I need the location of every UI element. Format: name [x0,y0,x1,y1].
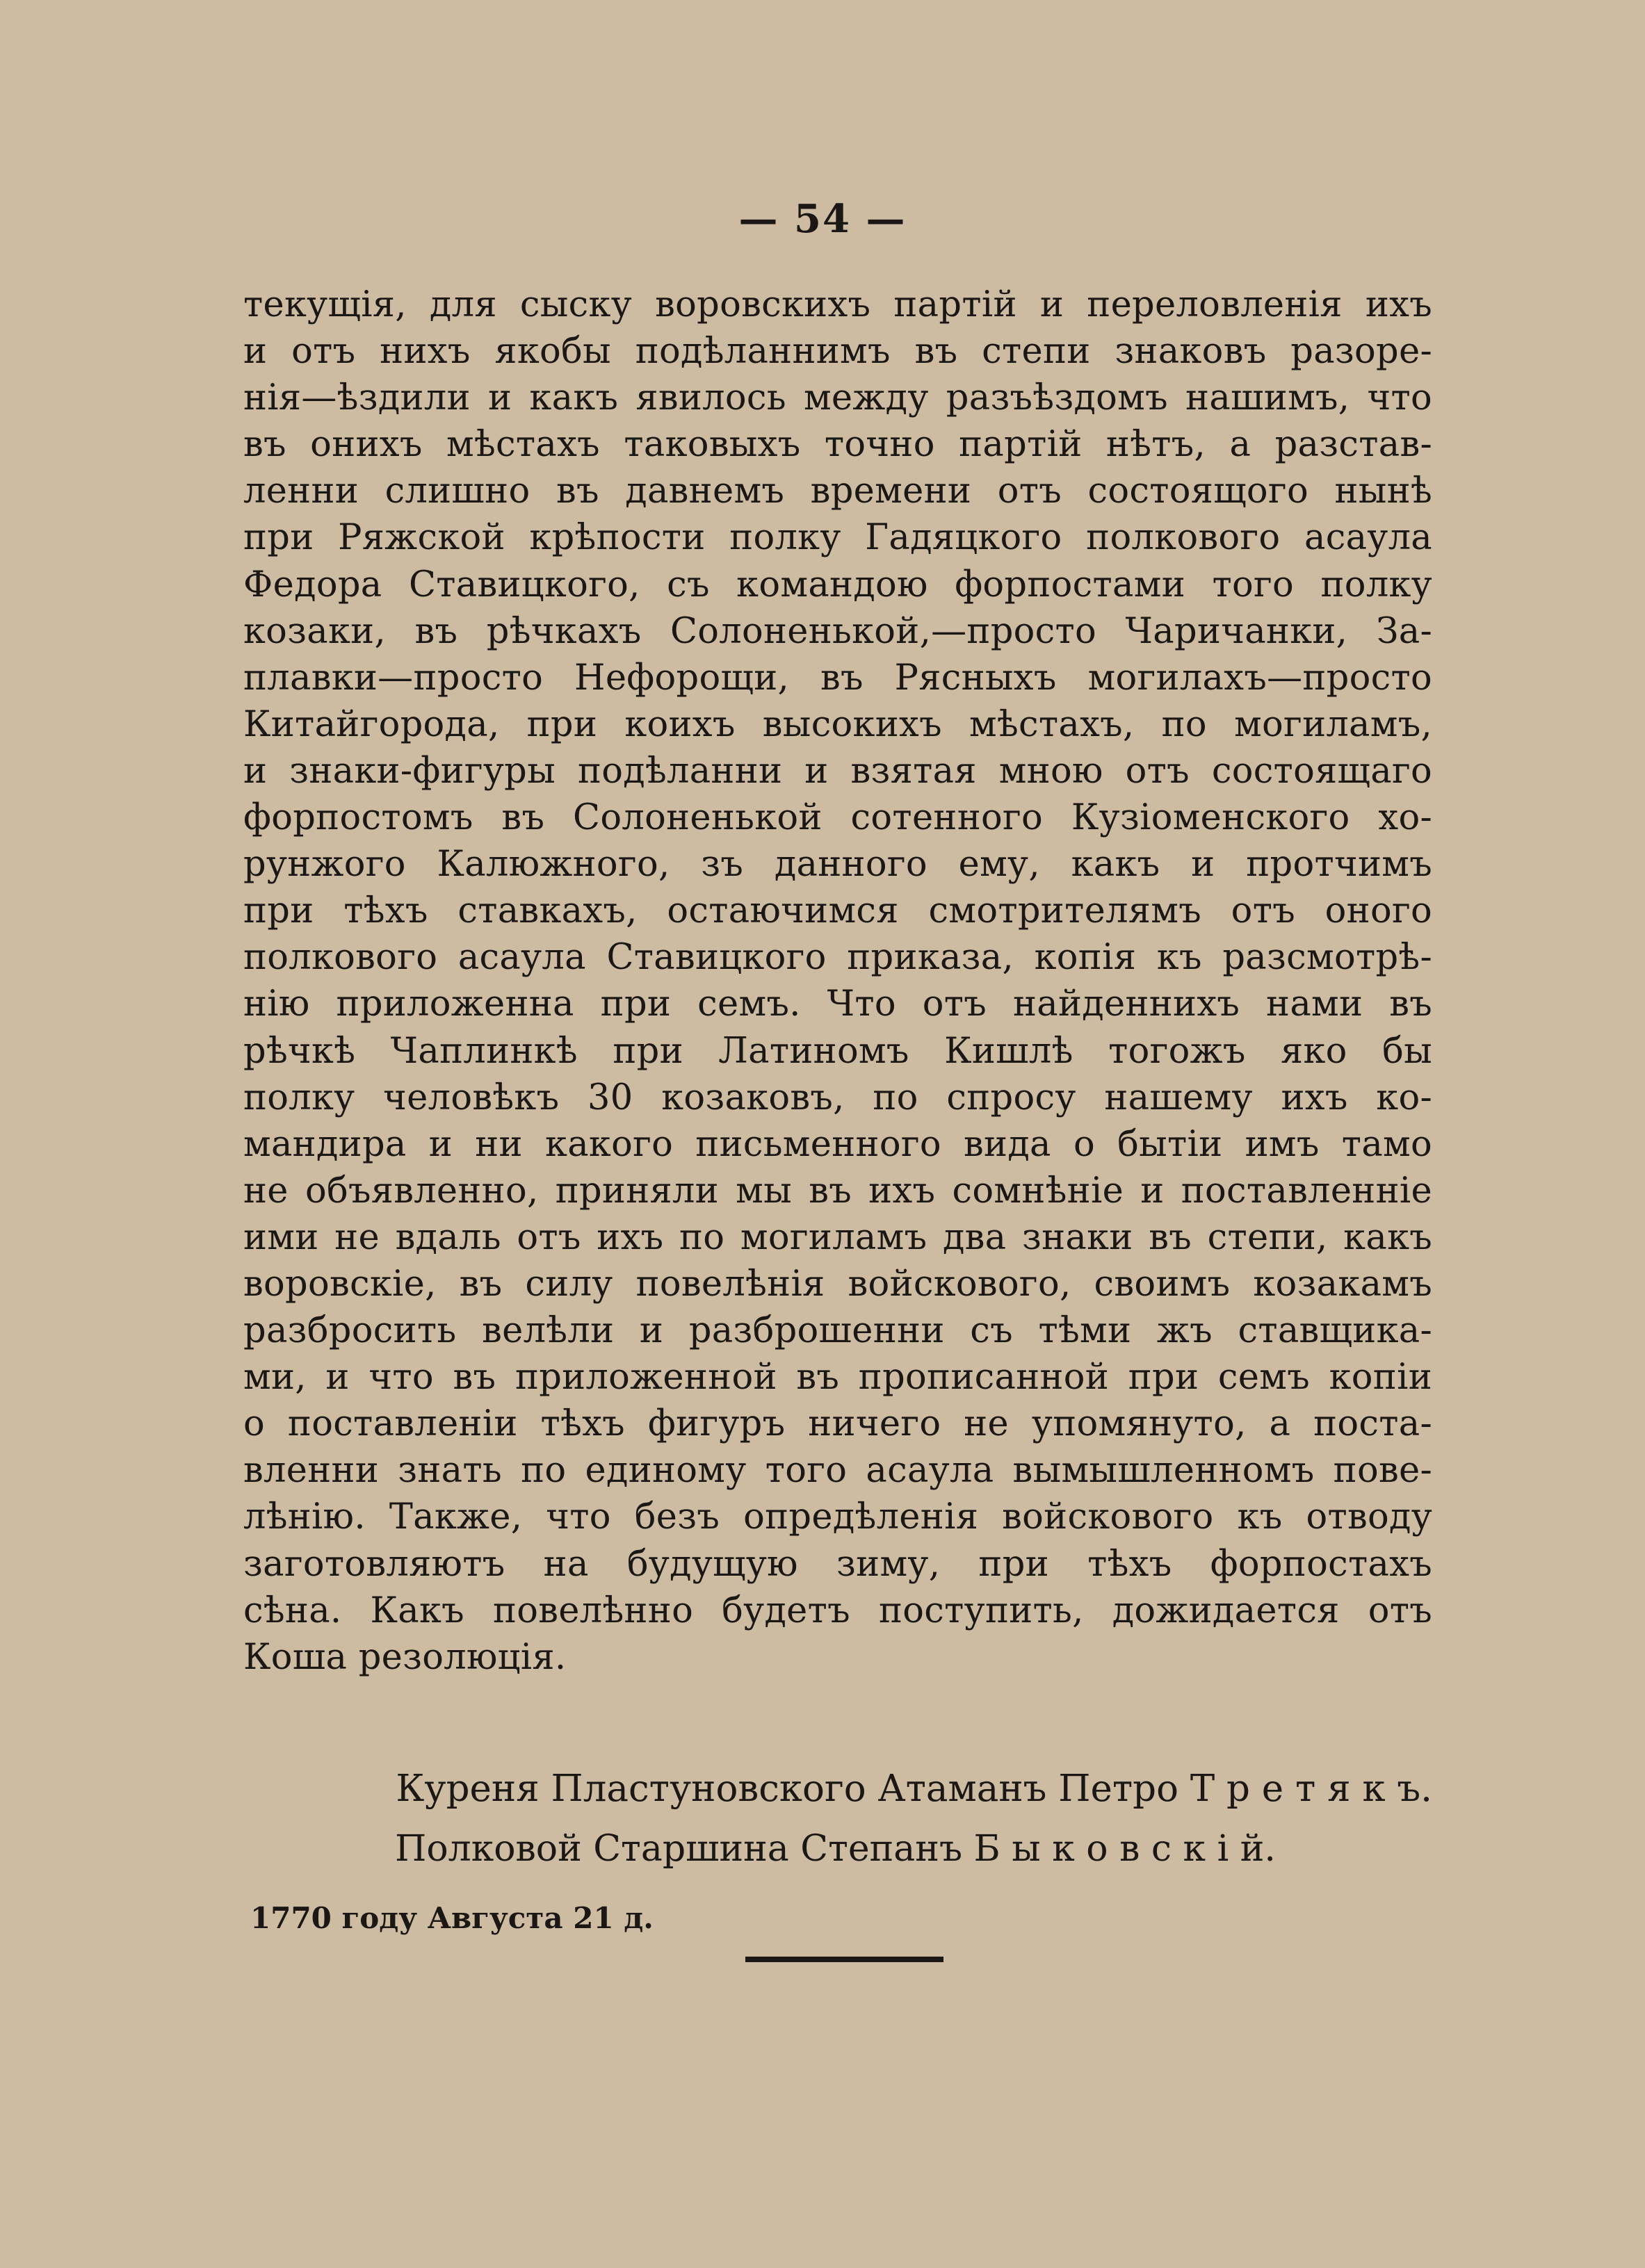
document-date: 1770 году Августа 21 д. [250,1901,654,1935]
signature-starshina: Полковой Старшина Степанъ Б ы к о в с к і й. [395,1828,1276,1870]
text-line: полкового асаула Ставицкого приказа, копія къ разсмотрѣ- [243,937,1432,979]
text-line: нію приложенна при семъ. Что отъ найденнихъ нами въ [243,984,1432,1025]
text-line: полку человѣкъ 30 козаковъ, по спросу нашему ихъ ко- [243,1077,1432,1118]
text-line: разбросить велѣли и разброшенни съ тѣми жъ ставщика- [243,1310,1432,1352]
closing-rule [745,1957,943,1962]
text-line: и отъ нихъ якобы подѣланнимъ въ степи знаковъ разоре- [243,331,1432,373]
text-line: лѣнію. Также, что безъ опредѣленія войскового къ отводу [243,1496,1432,1538]
text-line: рѣчкѣ Чаплинкѣ при Латиномъ Кишлѣ тогожъ яко бы [243,1030,1432,1072]
text-line: текущія, для сыску воровскихъ партій и переловленія ихъ [243,284,1432,325]
text-line: нія—ѣздили и какъ явилось между разъѣздомъ нашимъ, что [243,377,1432,419]
text-line: вленни знать по единому того асаула вымышленномъ пове- [243,1450,1432,1492]
text-line: форпостомъ въ Солоненькой сотенного Кузіоменского хо- [243,797,1432,839]
text-line: и знаки-фигуры подѣланни и взятая мною отъ состоящаго [243,750,1432,792]
text-line: сѣна. Какъ повелѣнно будетъ поступить, дожидается отъ [243,1590,1432,1631]
body-text [243,282,1432,1681]
text-line: при Ряжской крѣпости полку Гадяцкого полкового асаула [243,517,1432,559]
text-line: плавки—просто Нефорощи, въ Рясныхъ могилахъ—просто [243,657,1432,699]
text-line: при тѣхъ ставкахъ, остаючимся смотрителямъ отъ оного [243,890,1432,932]
text-line: Федора Ставицкого, съ командою форпостами того полку [243,564,1432,605]
text-line: мандира и ни какого письменного вида о бытіи имъ тамо [243,1123,1432,1165]
text-line: воровскіе, въ силу повелѣнія войскового, своимъ козакамъ [243,1263,1432,1305]
text-line: ими не вдаль отъ ихъ по могиламъ два знаки въ степи, какъ [243,1216,1432,1258]
text-line: Китайгорода, при коихъ высокихъ мѣстахъ, по могиламъ, [243,703,1432,745]
text-line: рунжого Калюжного, зъ данного ему, какъ и протчимъ [243,844,1432,886]
signature-block [243,1759,1432,1879]
signature-ataman: Куреня Пластуновского Атаманъ Петро Т р е т я к ъ. [396,1768,1432,1810]
page-number: — 54 — [738,196,907,242]
text-line: ми, и что въ приложенной въ прописанной при семъ копіи [243,1357,1432,1398]
text-line: ленни слишно въ давнемъ времени отъ состоящого нынѣ [243,471,1432,512]
text-line: Коша резолюція. [243,1636,567,1678]
text-line: козаки, въ рѣчкахъ Солоненькой,—просто Чаричанки, За- [243,610,1432,652]
text-line: о поставленіи тѣхъ фигуръ ничего не упомянуто, а поста- [243,1403,1432,1445]
text-line: не объявленно, приняли мы въ ихъ сомнѣніе и поставленніе [243,1170,1432,1211]
text-line: въ онихъ мѣстахъ таковыхъ точно партій нѣтъ, а разстав- [243,424,1432,466]
text-line: заготовляютъ на будущую зиму, при тѣхъ форпостахъ [243,1543,1432,1585]
